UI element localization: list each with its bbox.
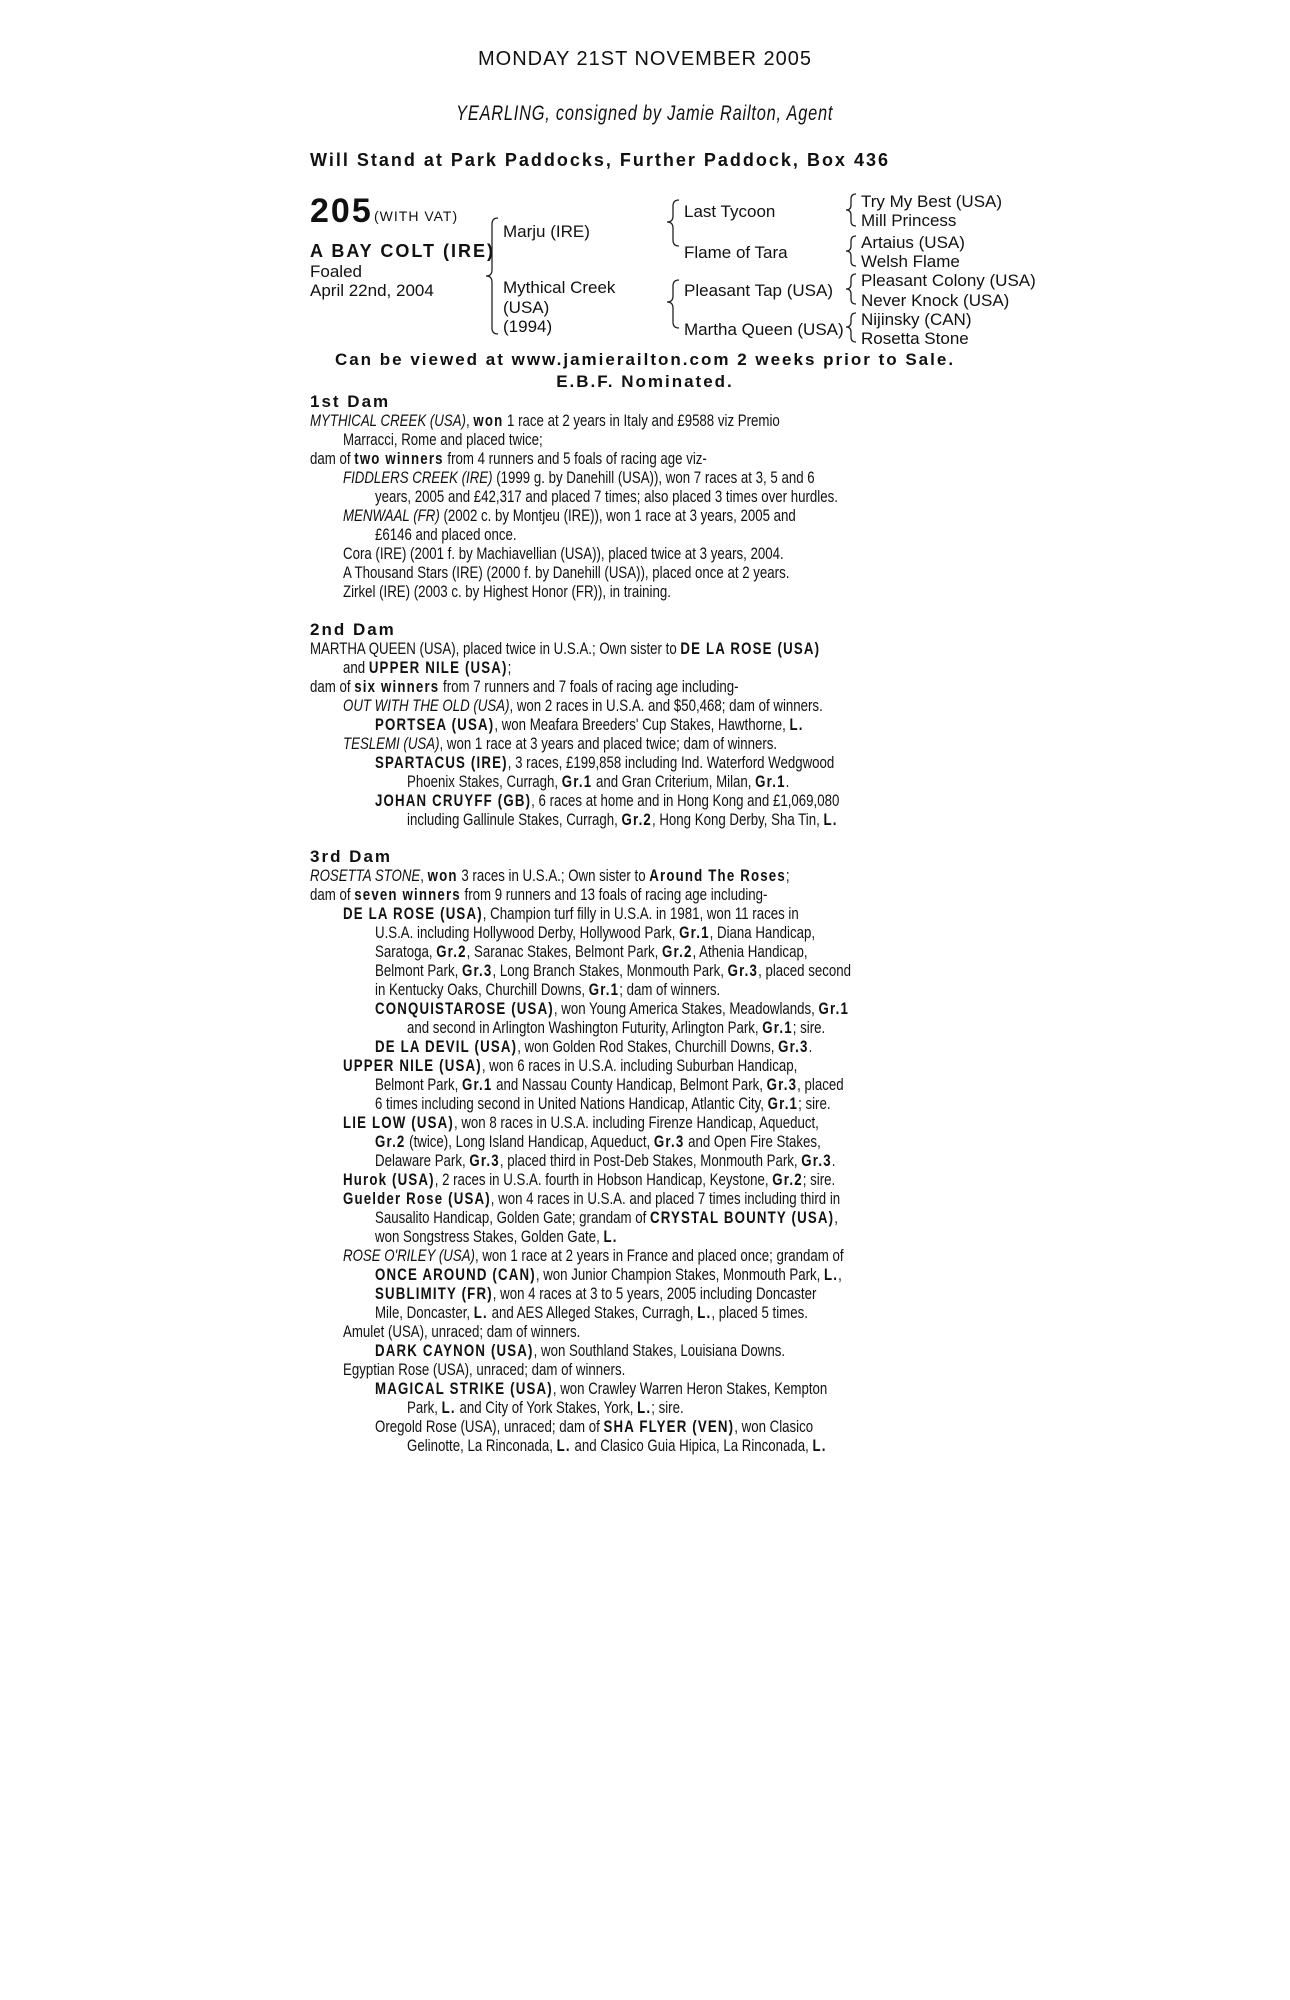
first-dam-line: Marracci, Rome and placed twice; [343,430,543,449]
produce-entry: Oregold Rose (USA), unraced; dam of SHA FLYER (VEN), won Clasico [375,1417,814,1436]
produce-entry: TESLEMI (USA), won 1 race at 3 years and placed twice; dam of winners. [343,734,778,753]
produce-entry: CONQUISTAROSE (USA), won Young America Stakes, Meadowlands, Gr.1 [375,999,850,1018]
produce-entry: Zirkel (IRE) (2003 c. by Highest Honor (FR)), in training. [343,582,671,601]
second-dam-line: MARTHA QUEEN (USA), placed twice in U.S.A.; Own sister to DE LA ROSE (USA) [310,639,821,658]
produce-entry: ROSE O'RILEY (USA), won 1 race at 2 years in France and placed once; grandam of [343,1246,844,1265]
produce-entry: MAGICAL STRIKE (USA), won Crawley Warren Heron Stakes, Kempton [375,1379,828,1398]
produce-entry: Park, L. and City of York Stakes, York, L.; sire. [407,1398,684,1417]
dds: Nijinsky (CAN) [861,310,972,329]
bracket-dd [846,313,856,342]
lot-number: 205 [310,192,373,230]
sds: Artaius (USA) [861,233,965,252]
ssd: Mill Princess [861,211,957,230]
produce-entry: U.S.A. including Hollywood Derby, Hollywood Park, Gr.1, Diana Handicap, [375,923,816,942]
produce-entry: Sausalito Handicap, Golden Gate; grandam of CRYSTAL BOUNTY (USA), [375,1208,838,1227]
produce-entry: Belmont Park, Gr.3, Long Branch Stakes, Monmouth Park, Gr.3, placed second [375,961,851,980]
produce-entry: SUBLIMITY (FR), won 4 races at 3 to 5 years, 2005 including Doncaster [375,1284,817,1303]
produce-entry: Egyptian Rose (USA), unraced; dam of winners. [343,1360,626,1379]
produce-entry: Delaware Park, Gr.3, placed third in Post-Deb Stakes, Monmouth Park, Gr.3. [375,1151,836,1170]
bracket-main [486,218,498,334]
stand-location: Will Stand at Park Paddocks, Further Paddock, Box 436 [310,150,890,170]
bracket-sire [667,200,679,246]
produce-entry: Amulet (USA), unraced; dam of winners. [343,1322,581,1341]
produce-entry: Hurok (USA), 2 races in U.S.A. fourth in Hobson Handicap, Keystone, Gr.2; sire. [343,1170,836,1189]
first-dam-line: MYTHICAL CREEK (USA), won 1 race at 2 years in Italy and £9588 viz Premio [310,411,780,430]
produce-entry: 6 times including second in United Nations Handicap, Atlantic City, Gr.1; sire. [375,1094,831,1113]
produce-entry: LIE LOW (USA), won 8 races in U.S.A. including Firenze Handicap, Aqueduct, [343,1113,819,1132]
produce-entry: MENWAAL (FR) (2002 c. by Montjeu (IRE)), won 1 race at 3 years, 2005 and [343,506,796,525]
produce-entry: Saratoga, Gr.2, Saranac Stakes, Belmont Park, Gr.2, Athenia Handicap, [375,942,808,961]
third-dam-line: dam of seven winners from 9 runners and 13 foals of racing age including- [310,885,768,904]
produce-entry: Gelinotte, La Rinconada, L. and Clasico Guia Hipica, La Rinconada, L. [407,1436,827,1455]
foaled-date: April 22nd, 2004 [310,281,434,300]
sire-sire: Last Tycoon [684,202,776,221]
produce-entry: DARK CAYNON (USA), won Southland Stakes, Louisiana Downs. [375,1341,786,1360]
produce-entry: Cora (IRE) (2001 f. by Machiavellian (USA)), placed twice at 3 years, 2004. [343,544,784,563]
produce-entry: UPPER NILE (USA), won 6 races in U.S.A. including Suburban Handicap, [343,1056,798,1075]
produce-entry: FIDDLERS CREEK (IRE) (1999 g. by Danehill (USA)), won 7 races at 3, 5 and 6 [343,468,815,487]
produce-entry: won Songstress Stakes, Golden Gate, L. [375,1227,618,1246]
produce-entry: and second in Arlington Washington Futurity, Arlington Park, Gr.1; sire. [407,1018,826,1037]
produce-entry: SPARTACUS (IRE), 3 races, £199,858 including Ind. Waterford Wedgwood [375,753,835,772]
ebf-note: E.B.F. Nominated. [556,372,734,391]
produce-entry: Guelder Rose (USA), won 4 races in U.S.A. and placed 7 times including third in [343,1189,841,1208]
foaled-label: Foaled [310,262,362,281]
dss: Pleasant Colony (USA) [861,271,1036,290]
dam-sire: Pleasant Tap (USA) [684,281,833,300]
third-dam-line: ROSETTA STONE, won 3 races in U.S.A.; Own sister to Around The Roses; [310,866,790,885]
second-dam-heading: 2nd Dam [310,620,396,639]
produce-entry: including Gallinule Stakes, Curragh, Gr.2, Hong Kong Derby, Sha Tin, L. [407,810,838,829]
produce-entry: DE LA DEVIL (USA), won Golden Rod Stakes, Churchill Downs, Gr.3. [375,1037,813,1056]
vat-note: (WITH VAT) [374,208,459,224]
bracket-ss [846,194,856,226]
first-dam-line: dam of two winners from 4 runners and 5 foals of racing age viz- [310,449,707,468]
viewing-note: Can be viewed at www.jamierailton.com 2 weeks prior to Sale. [334,350,956,369]
sire-dam: Flame of Tara [684,243,788,262]
produce-entry: DE LA ROSE (USA), Champion turf filly in U.S.A. in 1981, won 11 races in [343,904,799,923]
dam-line2: (USA) [503,298,550,317]
dam-line3: (1994) [503,317,553,336]
second-dam-line: and UPPER NILE (USA); [343,658,512,677]
produce-entry: £6146 and placed once. [375,525,517,544]
produce-entry: Phoenix Stakes, Curragh, Gr.1 and Gran Criterium, Milan, Gr.1. [407,772,790,791]
second-dam-line: dam of six winners from 7 runners and 7 foals of racing age including- [310,677,739,696]
bracket-sd [846,236,856,266]
sale-date: MONDAY 21ST NOVEMBER 2005 [477,48,812,70]
produce-entry: Mile, Doncaster, L. and AES Alleged Stakes, Curragh, L., placed 5 times. [375,1303,808,1322]
produce-entry: Belmont Park, Gr.1 and Nassau County Handicap, Belmont Park, Gr.3, placed [375,1075,844,1094]
produce-entry: Gr.2 (twice), Long Island Handicap, Aqueduct, Gr.3 and Open Fire Stakes, [375,1132,821,1151]
dam-dam: Martha Queen (USA) [684,320,844,339]
lot-name: A BAY COLT (IRE) [310,241,496,261]
produce-entry: PORTSEA (USA), won Meafara Breeders' Cup Stakes, Hawthorne, L. [375,715,804,734]
produce-entry: A Thousand Stars (IRE) (2000 f. by Danehill (USA)), placed once at 2 years. [343,563,790,582]
produce-entry: JOHAN CRUYFF (GB), 6 races at home and in Hong Kong and £1,069,080 [375,791,840,810]
produce-entry: years, 2005 and £42,317 and placed 7 times; also placed 3 times over hurdles. [375,487,838,506]
produce-entry: in Kentucky Oaks, Churchill Downs, Gr.1; dam of winners. [375,980,721,999]
produce-entry: ONCE AROUND (CAN), won Junior Champion Stakes, Monmouth Park, L., [375,1265,842,1284]
sdd: Welsh Flame [861,252,960,271]
ddd: Rosetta Stone [861,329,969,348]
consignment-line: YEARLING, consigned by Jamie Railton, Agent [456,102,834,125]
sire: Marju (IRE) [503,222,590,241]
dam-line1: Mythical Creek [503,278,616,297]
third-dam-heading: 3rd Dam [310,847,393,866]
dsd: Never Knock (USA) [861,291,1010,310]
bracket-ds [846,274,856,304]
first-dam-heading: 1st Dam [310,392,391,411]
bracket-dam [667,280,679,328]
sss: Try My Best (USA) [861,192,1003,211]
produce-entry: OUT WITH THE OLD (USA), won 2 races in U.S.A. and $50,468; dam of winners. [343,696,823,715]
